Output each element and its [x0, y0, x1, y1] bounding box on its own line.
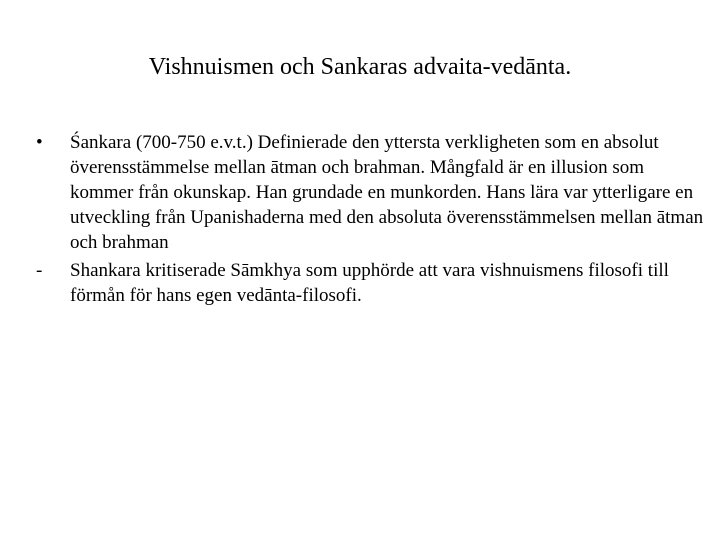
slide-title: Vishnuismen och Sankaras advaita-vedānta.: [148, 54, 572, 80]
bullet-item: [30, 130, 710, 255]
dash-item: [30, 258, 710, 308]
bullet-marker: •: [36, 132, 43, 153]
dash-text: Shankara kritiserade Sāmkhya som upphörde att vara vishnuismens filosofi till förmån för hans egen vedānta-filosofi.: [70, 260, 669, 306]
dash-marker: -: [36, 260, 43, 281]
slide-body: [30, 130, 710, 311]
bullet-text: Śankara (700-750 e.v.t.) Definierade den yttersta verkligheten som en absolut överensstämmelse mellan ātman och brahman. Mångfald är en illusion som kommer från okunskap. Han grundade en munkorden. Hans lära var ytterligare en utveckling från Upanishaderna med den absoluta överensstämmelsen mellan ātman och brahman: [70, 132, 704, 253]
